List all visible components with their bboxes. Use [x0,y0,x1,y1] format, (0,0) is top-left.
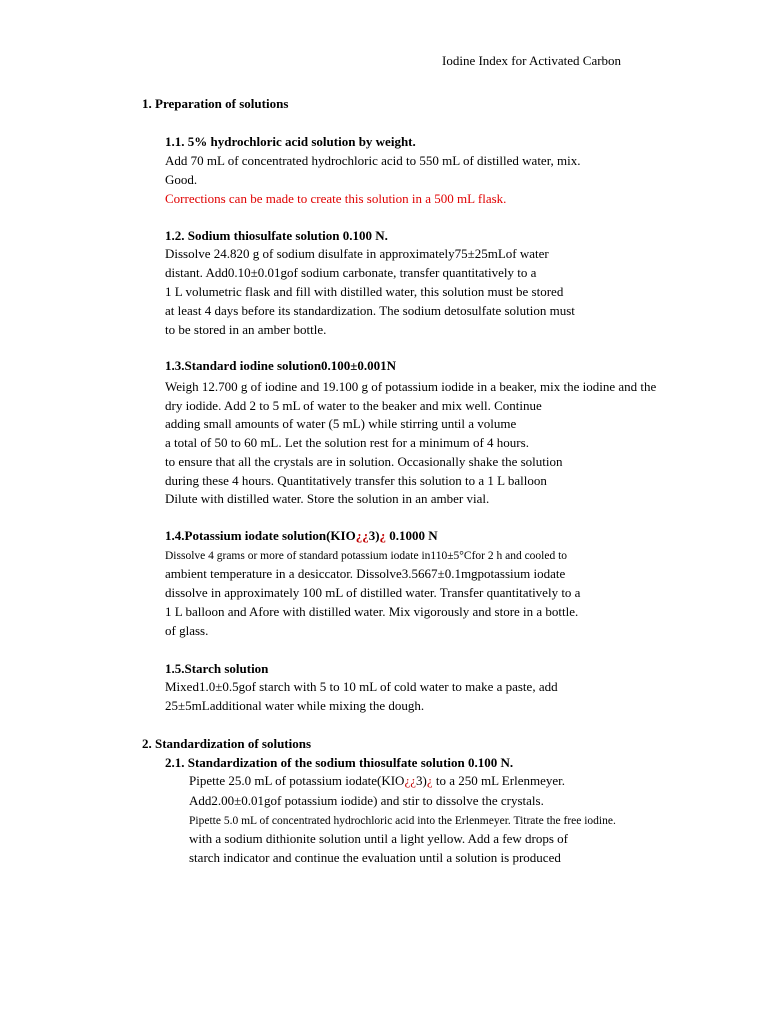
subsection-1-1-title: 1.1. 5% hydrochloric acid solution by weight. [165,134,416,149]
paragraph-line: at least 4 days before its standardization. The sodium detosulfate solution must [165,303,575,318]
paragraph-line: Weigh 12.700 g of iodine and 19.100 g of potassium iodide in a beaker, mix the iodine and the [165,379,657,394]
paragraph-line: a total of 50 to 60 mL. Let the solution rest for a minimum of 4 hours. [165,435,529,450]
line-text: to a 250 mL Erlenmeyer. [432,773,565,788]
garbled-subscript: ¿¿ [355,528,369,543]
subsection-1-4-title [165,528,438,544]
paragraph-line: Add2.00±0.01gof potassium iodide) and stir to dissolve the crystals. [189,793,544,808]
paragraph-line: 1 L volumetric flask and fill with distilled water, this solution must be stored [165,284,564,299]
garbled-subscript: ¿¿ [404,773,416,788]
paragraph-line: Dilute with distilled water. Store the solution in an amber vial. [165,491,490,506]
title-text: 1.4.Potassium iodate solution(KIO [165,528,356,543]
garbled-subscript: ¿ [379,528,387,543]
paragraph-line: adding small amounts of water (5 mL) while stirring until a volume [165,416,517,431]
subsection-1-2-title: 1.2. Sodium thiosulfate solution 0.100 N. [165,228,388,243]
title-text: 0.1000 N [386,528,438,543]
paragraph-line: to be stored in an amber bottle. [165,322,327,337]
section-1-heading: 1. Preparation of solutions [142,96,289,111]
paragraph-line: during these 4 hours. Quantitatively transfer this solution to a 1 L balloon [165,473,547,488]
correction-note: Corrections can be made to create this solution in a 500 mL flask. [165,191,507,206]
line-text: 3) [415,773,427,788]
paragraph-line: Add 70 mL of concentrated hydrochloric acid to 550 mL of distilled water, mix. [165,153,581,168]
paragraph-line [189,773,565,789]
paragraph-line: 1 L balloon and Afore with distilled water. Mix vigorously and store in a bottle. [165,604,579,619]
paragraph-line: ambient temperature in a desiccator. Dissolve3.5667±0.1mgpotassium iodate [165,566,566,581]
paragraph-line: dry iodide. Add 2 to 5 mL of water to the beaker and mix well. Continue [165,398,542,413]
title-text: 3) [368,528,380,543]
paragraph-line: of glass. [165,623,209,638]
subsection-1-3-title: 1.3.Standard iodine solution0.100±0.001N [165,358,397,373]
paragraph-line: Dissolve 24.820 g of sodium disulfate in approximately75±25mLof water [165,246,549,261]
subsection-2-1-title: 2.1. Standardization of the sodium thiosulfate solution 0.100 N. [165,755,514,770]
line-text: Pipette 25.0 mL of potassium iodate(KIO [189,773,405,788]
paragraph-line: Good. [165,172,198,187]
paragraph-line: starch indicator and continue the evaluation until a solution is produced [189,850,561,865]
paragraph-line: Mixed1.0±0.5gof starch with 5 to 10 mL of cold water to make a paste, add [165,679,558,694]
paragraph-line: 25±5mLadditional water while mixing the dough. [165,698,425,713]
subsection-1-5-title: 1.5.Starch solution [165,661,269,676]
paragraph-line: with a sodium dithionite solution until a light yellow. Add a few drops of [189,831,569,846]
running-header: Iodine Index for Activated Carbon [442,53,622,68]
garbled-subscript: ¿ [426,773,433,788]
paragraph-line: distant. Add0.10±0.01gof sodium carbonate, transfer quantitatively to a [165,265,537,280]
paragraph-line: Pipette 5.0 mL of concentrated hydrochloric acid into the Erlenmeyer. Titrate the free iodine. [189,815,616,827]
paragraph-line: to ensure that all the crystals are in solution. Occasionally shake the solution [165,454,563,469]
paragraph-line: Dissolve 4 grams or more of standard potassium iodate in110±5°Cfor 2 h and cooled to [165,550,568,562]
section-2-heading: 2. Standardization of solutions [142,736,312,751]
paragraph-line: dissolve in approximately 100 mL of distilled water. Transfer quantitatively to a [165,585,581,600]
